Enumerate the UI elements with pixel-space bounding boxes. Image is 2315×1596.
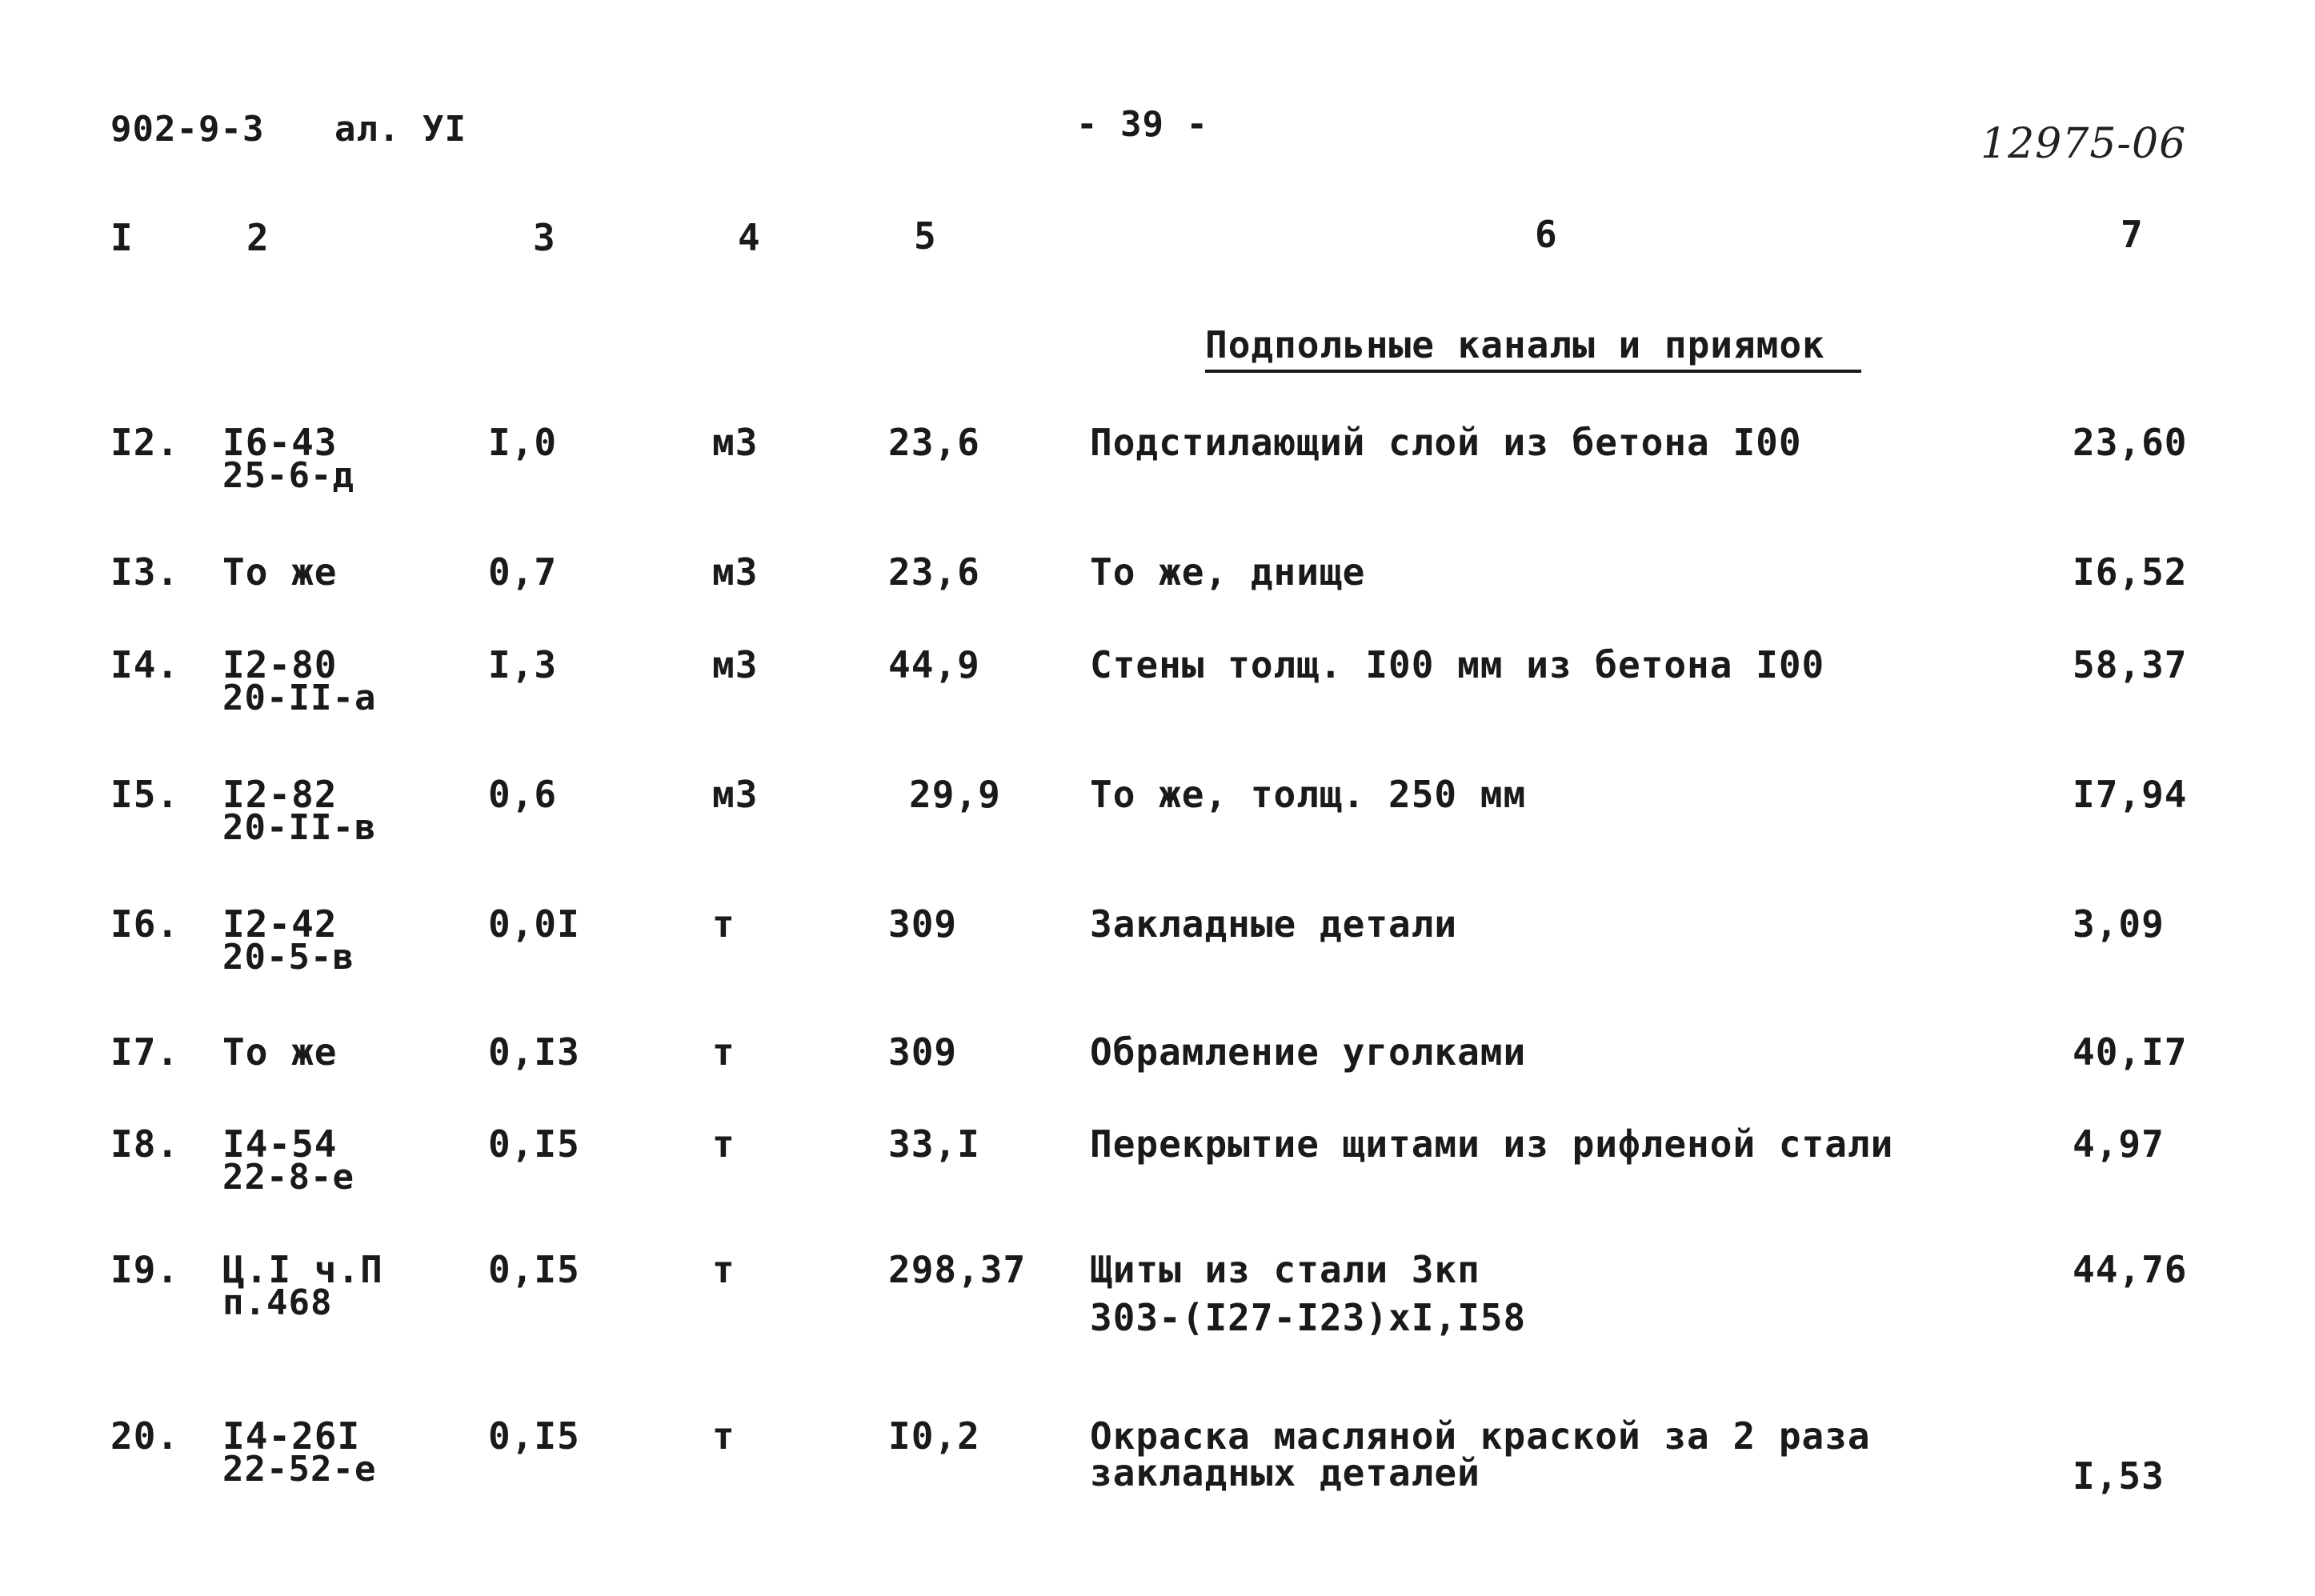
quantity: 0,I5 [488, 1414, 580, 1458]
unit: т [712, 1030, 735, 1074]
quantity: 0,6 [488, 773, 558, 816]
quantity: 0,I5 [488, 1248, 580, 1291]
quantity: I,3 [488, 643, 558, 686]
unit-price: 33,I [888, 1122, 980, 1166]
column-header-6: 6 [1535, 213, 1557, 256]
norm-subcode: п.468 [222, 1282, 333, 1323]
norm-code: I4-26I [222, 1414, 361, 1458]
document-code: 902-9-3 [110, 109, 265, 150]
unit-price: 309 [888, 1030, 958, 1074]
total-cost: 4,97 [2073, 1122, 2165, 1166]
norm-code: I6-43 [222, 421, 338, 464]
total-cost: 23,60 [2073, 421, 2188, 464]
unit-price: 309 [888, 902, 958, 946]
column-header-5: 5 [914, 214, 936, 258]
unit: т [712, 1414, 735, 1458]
description: Подстилающий слой из бетона I00 [1090, 421, 1802, 464]
total-cost: I,53 [2073, 1454, 2165, 1498]
description: То же, днище [1090, 550, 1366, 594]
description-continued: 303-(I27-I23)хI,I58 [1090, 1296, 1527, 1339]
norm-subcode: 25-6-д [222, 455, 354, 496]
norm-subcode: 20-II-а [222, 678, 377, 718]
description: То же, толщ. 250 мм [1090, 773, 1527, 816]
unit-price: 298,37 [888, 1248, 1027, 1291]
total-cost: 58,37 [2073, 643, 2188, 686]
unit: м3 [712, 643, 759, 686]
description: Стены толщ. I00 мм из бетона I00 [1090, 643, 1825, 686]
norm-code: I2-82 [222, 773, 338, 816]
unit: м3 [712, 773, 759, 816]
row-number: I8. [110, 1122, 180, 1166]
row-number: I7. [110, 1030, 180, 1074]
column-header-4: 4 [738, 216, 760, 259]
norm-code: То же [222, 1030, 338, 1074]
quantity: 0,0I [488, 902, 580, 946]
description: Окраска масляной краской за 2 раза [1090, 1414, 1871, 1458]
description: Щиты из стали 3кп [1090, 1248, 1480, 1291]
row-number: 20. [110, 1414, 180, 1458]
total-cost: 44,76 [2073, 1248, 2188, 1291]
norm-subcode: 20-II-в [222, 807, 377, 848]
total-cost: I7,94 [2073, 773, 2188, 816]
total-cost: I6,52 [2073, 550, 2188, 594]
norm-code: То же [222, 550, 338, 594]
unit-price: 23,6 [888, 550, 980, 594]
norm-code: Ц.I ч.П [222, 1248, 383, 1291]
description-continued: закладных деталей [1090, 1451, 1480, 1494]
quantity: I,0 [488, 421, 558, 464]
column-header-2: 2 [246, 216, 269, 259]
unit: м3 [712, 550, 759, 594]
description: Обрамление уголками [1090, 1030, 1527, 1074]
unit-price: 29,9 [909, 773, 1001, 816]
quantity: 0,7 [488, 550, 558, 594]
album-number: ал. УI [334, 109, 467, 150]
norm-code: I2-42 [222, 902, 338, 946]
section-title: Подпольные каналы и приямок [1205, 323, 1861, 373]
page-number: - 39 - [1076, 104, 1208, 145]
description: Перекрытие щитами из рифленой стали [1090, 1122, 1894, 1166]
row-number: I5. [110, 773, 180, 816]
total-cost: 40,I7 [2073, 1030, 2188, 1074]
unit: т [712, 1248, 735, 1291]
description: Закладные детали [1090, 902, 1458, 946]
column-header-3: 3 [533, 216, 555, 259]
norm-code: I2-80 [222, 643, 338, 686]
quantity: 0,I5 [488, 1122, 580, 1166]
quantity: 0,I3 [488, 1030, 580, 1074]
column-header-1: I [110, 216, 133, 259]
column-header-7: 7 [2121, 213, 2143, 256]
norm-subcode: 22-52-е [222, 1449, 377, 1490]
row-number: I3. [110, 550, 180, 594]
row-number: I9. [110, 1248, 180, 1291]
unit-price: I0,2 [888, 1414, 980, 1458]
total-cost: 3,09 [2073, 902, 2165, 946]
norm-subcode: 22-8-е [222, 1157, 354, 1198]
norm-subcode: 20-5-в [222, 937, 354, 978]
unit-price: 44,9 [888, 643, 980, 686]
unit: т [712, 902, 735, 946]
unit: м3 [712, 421, 759, 464]
row-number: I4. [110, 643, 180, 686]
norm-code: I4-54 [222, 1122, 338, 1166]
unit-price: 23,6 [888, 421, 980, 464]
row-number: I6. [110, 902, 180, 946]
unit: т [712, 1122, 735, 1166]
row-number: I2. [110, 421, 180, 464]
handwritten-inventory-number: 12975-06 [1981, 120, 2187, 168]
